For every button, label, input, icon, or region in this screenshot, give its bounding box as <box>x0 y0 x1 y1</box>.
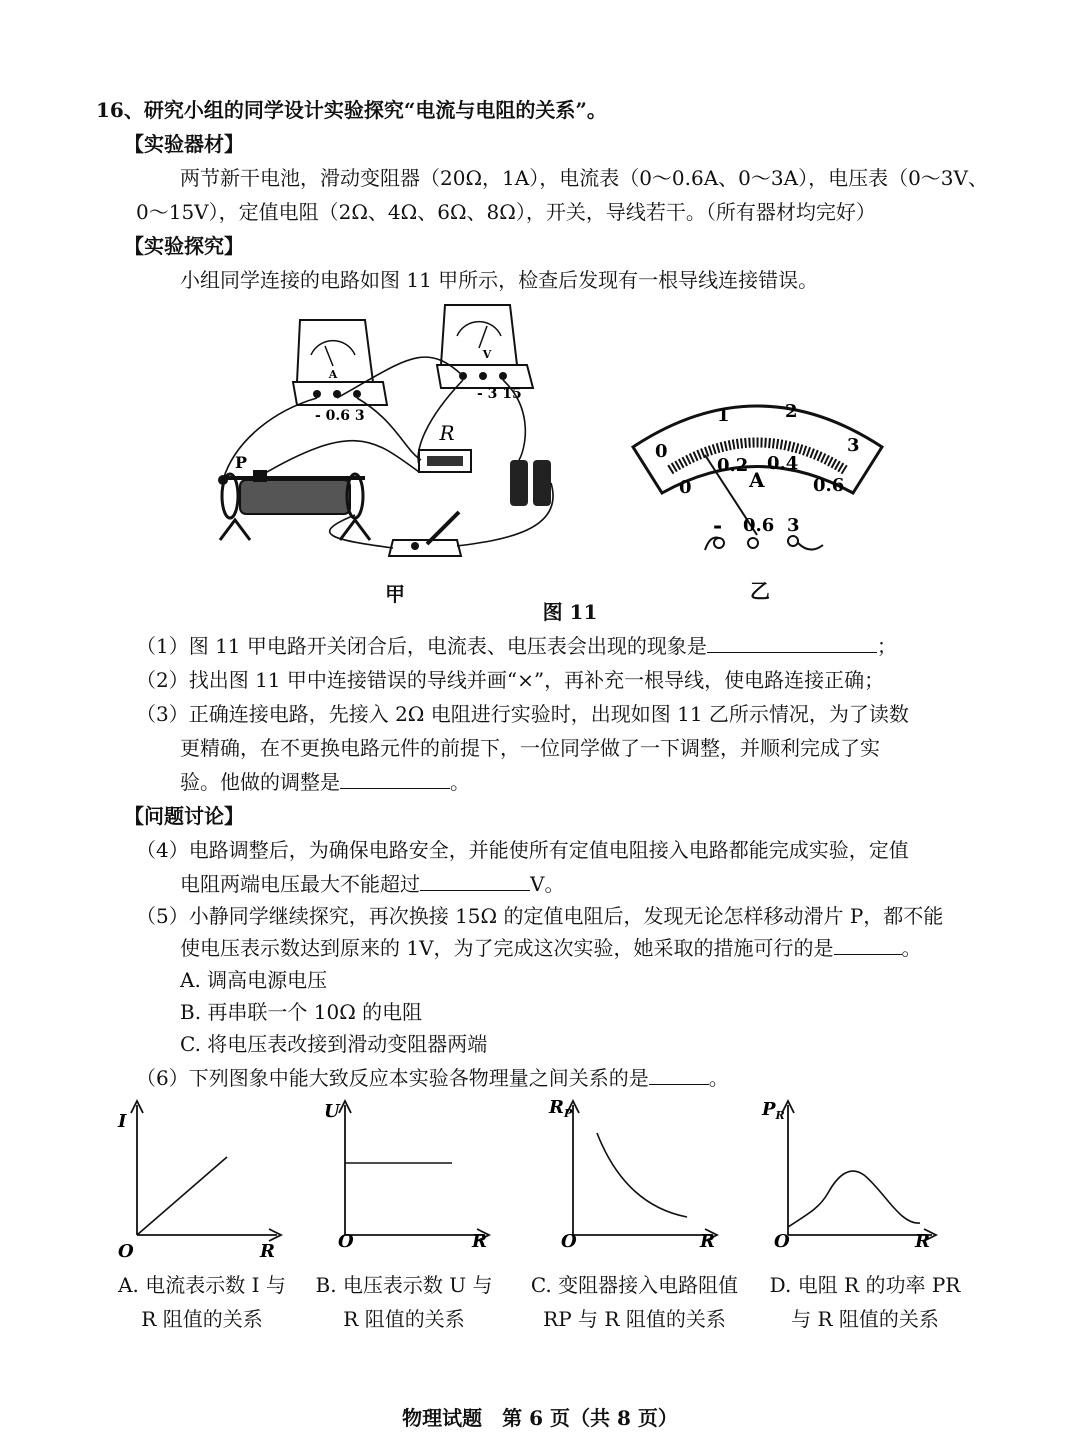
voltmeter <box>437 305 533 402</box>
q4-answer-blank[interactable] <box>420 870 530 891</box>
graph-a <box>112 1095 287 1260</box>
voltmeter-terminals: - 3 15 <box>477 386 522 402</box>
q2-line: （2）找出图 11 甲中连接错误的导线并画“×”，再补充一根导线，使电路连接正确； <box>136 668 885 692</box>
q5-option-c: C. 将电压表改接到滑动变阻器两端 <box>180 1032 488 1056</box>
q5-line-2: 使电压表示数达到原来的 1V，为了完成这次实验，她采取的措施可行的是 。 <box>180 936 922 960</box>
caption-yi: 乙 <box>750 579 770 603</box>
q1-line: （1）图 11 甲电路开关闭合后，电流表、电压表会出现的现象是 ； <box>136 634 897 658</box>
explore-text: 小组同学连接的电路如图 11 甲所示，检查后发现有一根导线连接错误。 <box>180 268 819 292</box>
graph-a-caption: A. 电流表示数 I 与 R 阻值的关系 <box>118 1273 286 1331</box>
graph-d-xlabel: R <box>915 1231 930 1252</box>
slider-label: P <box>235 453 248 472</box>
graph-a-ylabel: I <box>118 1111 127 1132</box>
q1-answer-blank[interactable] <box>707 632 877 653</box>
dial-top-3: 3 <box>847 435 860 456</box>
dial-top-1: 1 <box>717 405 730 426</box>
graph-c-xlabel: R <box>700 1231 715 1252</box>
q4-line-2: 电阻两端电压最大不能超过 V。 <box>180 872 565 896</box>
ammeter-dial-yi <box>625 385 890 570</box>
graph-b-origin: O <box>338 1231 354 1252</box>
graph-d-curve <box>788 1171 920 1227</box>
q4-line-1: （4）电路调整后，为确保电路安全，并能使所有定值电阻接入电路都能完成实验，定值 <box>136 838 909 862</box>
dial-term-3: 3 <box>787 515 800 536</box>
equipment-line-2: 0～15V），定值电阻（2Ω、4Ω、6Ω、8Ω），开关，导线若干。（所有器材均完好） <box>136 200 876 224</box>
graph-b-caption: B. 电压表示数 U 与 R 阻值的关系 <box>315 1273 493 1331</box>
graph-b-xlabel: R <box>472 1231 487 1252</box>
dial-top-0: 0 <box>655 441 668 462</box>
graph-a-curve <box>137 1157 227 1235</box>
graph-c-curve <box>597 1133 687 1217</box>
graph-b <box>320 1095 495 1260</box>
graph-d-caption: D. 电阻 R 的功率 PR 与 R 阻值的关系 <box>769 1273 961 1331</box>
q5-option-a: A. 调高电源电压 <box>180 968 328 992</box>
dial-terminals <box>705 536 823 550</box>
section-equipment: 【实验器材】 <box>124 132 244 156</box>
dial-bot-04: 0.4 <box>767 453 799 474</box>
q3-line-1: （3）正确连接电路，先接入 2Ω 电阻进行实验时，出现如图 11 乙所示情况，为了读数 <box>136 702 909 726</box>
q5-line-1: （5）小静同学继续探究，再次换接 15Ω 的定值电阻后，发现无论怎样移动滑片 P，都不能 <box>136 904 944 928</box>
dial-letter: A <box>749 468 765 492</box>
dial-bot-02: 0.2 <box>717 455 749 476</box>
q5-answer-blank[interactable] <box>834 934 902 955</box>
q3-answer-blank[interactable] <box>340 768 450 789</box>
graph-a-origin: O <box>118 1241 134 1260</box>
graph-a-xlabel: R <box>260 1241 275 1260</box>
caption-jia: 甲 <box>385 582 405 606</box>
ammeter-letter: A <box>328 368 338 381</box>
ammeter-terminals: - 0.6 3 <box>315 408 365 424</box>
q3-line-2: 更精确，在不更换电路元件的前提下，一位同学做了一下调整，并顺利完成了实 <box>180 736 880 760</box>
graph-c-origin: O <box>561 1231 577 1252</box>
switch <box>389 512 461 556</box>
q3-line-3: 验。他做的调整是 。 <box>180 770 470 794</box>
q6-line: （6）下列图象中能大致反应本实验各物理量之间关系的是 。 <box>136 1066 729 1090</box>
circuit-diagram-jia <box>205 300 585 570</box>
graph-c-ylabel: $R_P$ <box>549 1097 573 1120</box>
resistor-label: R <box>439 421 455 445</box>
graph-b-ylabel: U <box>324 1101 340 1122</box>
section-explore: 【实验探究】 <box>124 234 244 258</box>
equipment-line-1: 两节新干电池，滑动变阻器（20Ω，1A），电流表（0～0.6A、0～3A），电压表（0～3V、 <box>180 166 988 190</box>
page-footer: 物理试题 第 6 页（共 8 页） <box>402 1406 678 1430</box>
voltmeter-letter: V <box>482 348 492 361</box>
battery <box>510 460 551 506</box>
figure-caption: 图 11 <box>542 600 598 624</box>
dial-bot-0: 0 <box>679 477 692 498</box>
dial-bot-06: 0.6 <box>813 475 845 496</box>
dial-top-2: 2 <box>785 401 798 422</box>
q6-answer-blank[interactable] <box>649 1064 709 1085</box>
section-discuss: 【问题讨论】 <box>124 804 244 828</box>
graph-c <box>545 1095 720 1260</box>
graph-d-ylabel: $P_R$ <box>762 1099 785 1122</box>
graph-d-origin: O <box>774 1231 790 1252</box>
dial-term-minus: - <box>713 513 723 539</box>
dial-term-06: 0.6 <box>743 515 775 536</box>
sliding-rheostat <box>218 453 370 540</box>
q5-option-b: B. 再串联一个 10Ω 的电阻 <box>180 1000 423 1024</box>
graph-c-caption: C. 变阻器接入电路阻值 RP 与 R 阻值的关系 <box>530 1273 739 1331</box>
question-title: 16、研究小组的同学设计实验探究“电流与电阻的关系”。 <box>96 98 607 122</box>
graph-d <box>760 1095 940 1260</box>
